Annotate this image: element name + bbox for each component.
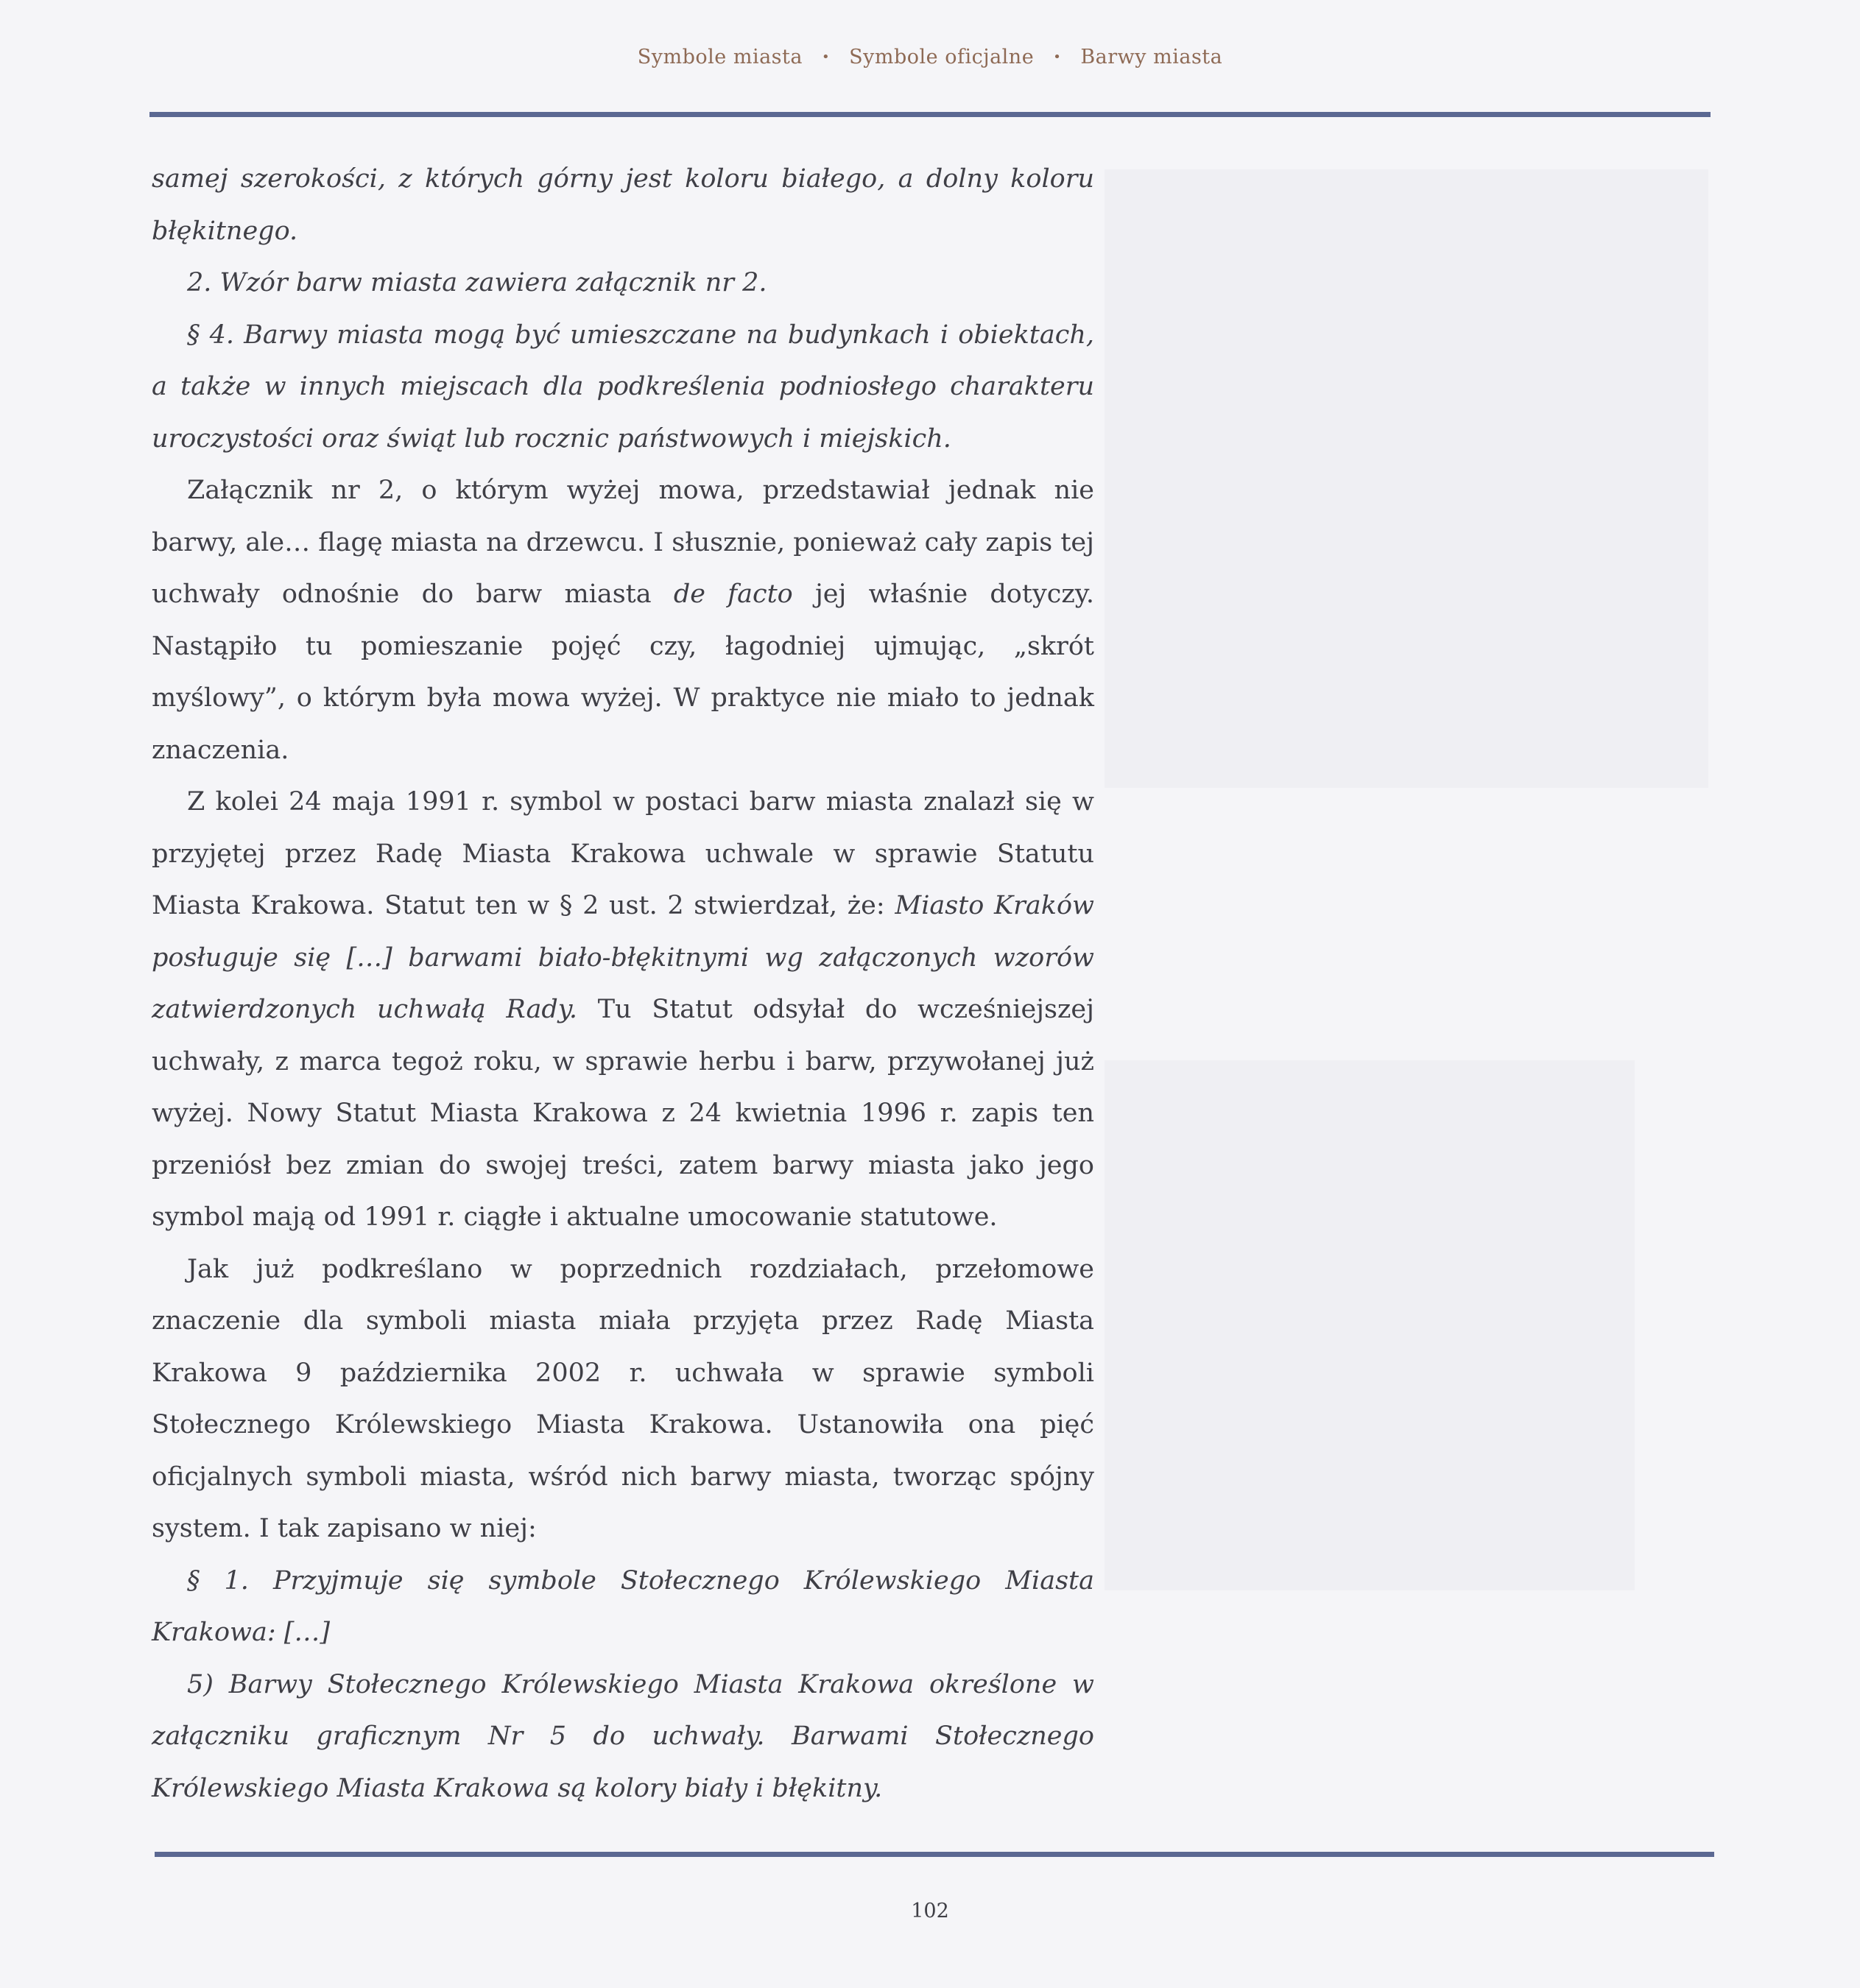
header-item-2: Symbole oficjalne — [849, 46, 1035, 68]
bottom-rule — [155, 1852, 1714, 1857]
text-span: jej właśnie dotyczy. Nastąpiło tu pomieszanie pojęć czy, łagodniej ujmując, „skrót myślowy”, o którym była mowa wyżej. W praktyce nie miało to jednak znaczenia. — [152, 579, 1095, 765]
italic-span: de facto — [673, 579, 793, 609]
paragraph: 2. Wzór barw miasta zawiera załącznik nr 2. — [187, 268, 767, 297]
paragraph: samej szerokości, z których górny jest koloru białego, a dolny koloru błękitnego. — [152, 164, 1094, 246]
italic-span: Miasto Kraków posługuje się […] barwami biało-błękitnymi wg załączonych wzorów zatwierdzonych uchwałą Rady. — [152, 891, 1094, 1024]
paragraph: § 4. Barwy miasta mogą być umieszczane na budynkach i obiektach, a także w innych miejscach dla podkreślenia podniosłego charakteru uroczystości oraz świąt lub rocznic państwowych i miejskich. — [152, 320, 1094, 454]
header-item-1: Symbole miasta — [637, 46, 803, 68]
text-span: Z kolei 24 maja 1991 r. symbol w postaci barw miasta znalazł się w przyjętej przez Radę Miasta Krakowa uchwale w sprawie Statutu Miasta Krakowa. Statut ten w § 2 ust. 2 stwierdzał, że: — [152, 787, 1094, 920]
paragraph: 5) Barwy Stołecznego Królewskiego Miasta Krakowa określone w załączniku graficznym Nr 5 do uchwały. Barwami Stołecznego Królewskiego Miasta Krakowa są kolory biały i błękitny. — [152, 1669, 1094, 1803]
paragraph — [152, 465, 1094, 776]
text-span: Tu Statut odsyłał do wcześniejszej uchwały, z marca tegoż roku, w sprawie herbu i barw, przywołanej już wyżej. Nowy Statut Miasta Krakowa z 24 kwietnia 1996 r. zapis ten przeniósł bez zmian do swojej treści, zatem barwy miasta jako jego symbol mają od 1991 r. ciągłe i aktualne umocowanie statutowe. — [152, 995, 1094, 1232]
running-header — [0, 46, 1860, 68]
paragraph: Jak już podkreślano w poprzednich rozdziałach, przełomowe znaczenie dla symboli miasta miała przyjęta przez Radę Miasta Krakowa 9 października 2002 r. uchwała w sprawie symboli Stołecznego Królewskiego Miasta Krakowa. Ustanowiła ona pięć oficjalnych symboli miasta, wśród nich barwy miasta, tworząc spójny system. I tak zapisano w niej: — [152, 1254, 1094, 1543]
show-through-block-2 — [1105, 1060, 1635, 1590]
header-separator-2: • — [1053, 49, 1062, 65]
show-through-block-1 — [1105, 169, 1708, 788]
paragraph — [152, 776, 1094, 1244]
body-text — [152, 153, 1094, 1814]
header-separator-1: • — [821, 49, 831, 65]
page-number: 102 — [911, 1900, 949, 1922]
top-rule — [149, 112, 1711, 117]
paragraph: § 1. Przyjmuje się symbole Stołecznego Królewskiego Miasta Krakowa: […] — [152, 1565, 1094, 1647]
text-span: Załącznik nr 2, o którym wyżej mowa, przedstawiał jednak nie barwy, ale… flagę miasta na drzewcu. I słusznie, ponieważ cały zapis tej uchwały odnośnie do barw miasta — [152, 476, 1094, 609]
header-item-3: Barwy miasta — [1080, 46, 1223, 68]
